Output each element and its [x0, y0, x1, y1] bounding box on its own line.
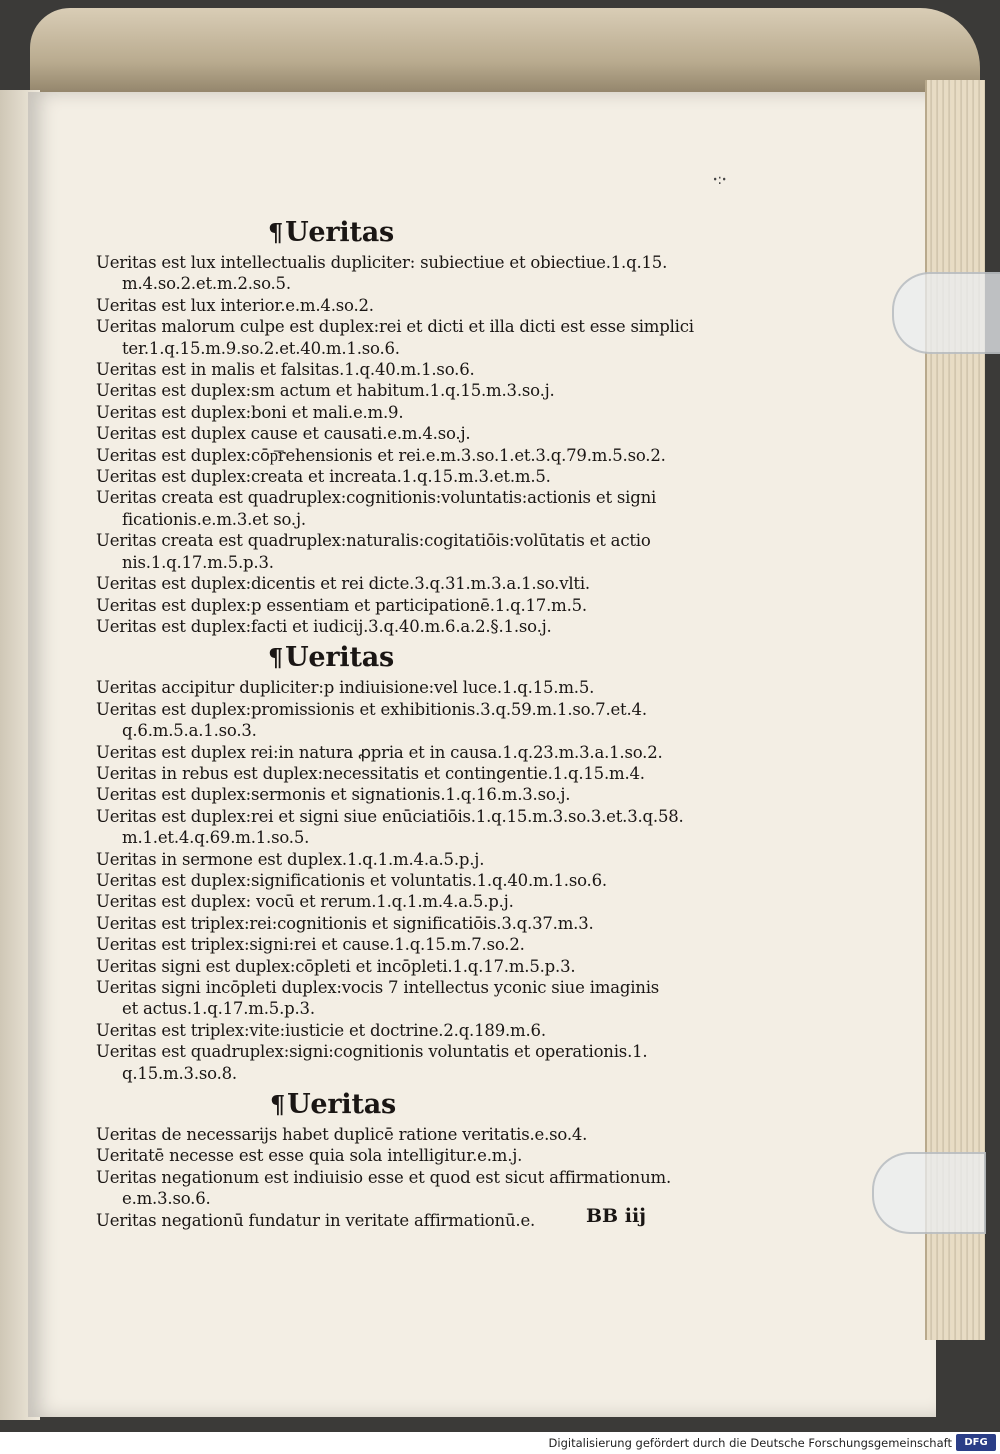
signature-mark: BB iij — [586, 1205, 647, 1227]
pilcrow-icon: ¶ — [268, 218, 284, 247]
entry-line: Ueritas creata est quadruplex:naturalis:cogitatiōis:volūtatis et actio — [96, 531, 651, 551]
entry-line: Ueritas est duplex:dicentis et rei dicte.3.q.31.m.3.a.1.so.vlti. — [96, 574, 590, 594]
entry-line: Ueritas est duplex:promissionis et exhibitionis.3.q.59.m.1.so.7.et.4. — [96, 699, 647, 719]
entry-line: Ueritas est duplex:p essentiam et participationē.1.q.17.m.5. — [96, 595, 587, 615]
entry-line: Ueritas est triplex:rei:cognitionis et significatiōis.3.q.37.m.3. — [96, 913, 594, 933]
entry-line: Ueritas est duplex:rei et signi siue enūciatiōis.1.q.15.m.3.so.3.et.3.q.58. — [96, 806, 684, 826]
entry-line: Ueritas est duplex:cōp͞rehensionis et rei.e.m.3.so.1.et.3.q.79.m.5.so.2. — [96, 445, 666, 465]
entry-line: Ueritas est duplex:creata et increata.1.q.15.m.3.et.m.5. — [96, 467, 551, 487]
page-clip-top — [892, 272, 1000, 354]
entry-line: Ueritas est duplex rei:in natura ꝓpria et in causa.1.q.23.m.3.a.1.so.2. — [96, 742, 663, 762]
entry-continuation: ter.1.q.15.m.9.so.2.et.40.m.1.so.6. — [122, 338, 400, 358]
entry-line: Ueritas est lux intellectualis dupliciter: subiectiue et obiectiue.1.q.15. — [96, 253, 668, 272]
entry-continuation: m.1.et.4.q.69.m.1.so.5. — [122, 828, 310, 848]
entry-line: Ueritas est triplex:vite:iusticie et doctrine.2.q.189.m.6. — [96, 1020, 546, 1040]
entry-line: Ueritas signi incōpleti duplex:vocis 7 intellectus yconic siue imaginis — [96, 978, 660, 997]
footer-credit: Digitalisierung gefördert durch die Deutsche Forschungsgemeinschaft — [548, 1436, 952, 1450]
section-heading-text: Ueritas — [287, 1089, 397, 1121]
entry-line: Ueritas signi est duplex:cōpleti et incōpleti.1.q.17.m.5.p.3. — [96, 956, 576, 976]
entry-line: Ueritas est duplex cause et causati.e.m.4.so.j. — [96, 424, 471, 444]
entry-line: Ueritas est triplex:signi:rei et cause.1.q.15.m.7.so.2. — [96, 935, 525, 955]
entry-line: Ueritas in sermone est duplex.1.q.1.m.4.a.5.p.j. — [96, 849, 485, 869]
section-heading — [96, 216, 736, 250]
entry-line: Ueritas malorum culpe est duplex:rei et dicti et illa dicti est esse simplici — [96, 317, 694, 337]
dfg-logo: DFG — [956, 1434, 996, 1451]
entry-line: Ueritas creata est quadruplex:cognitionis:voluntatis:actionis et signi — [96, 488, 657, 508]
footer-bar — [0, 1432, 1000, 1454]
section-heading — [96, 641, 736, 675]
section-heading — [96, 1088, 736, 1122]
entry-continuation: q.6.m.5.a.1.so.3. — [122, 721, 257, 741]
entry-line: Ueritas est in malis et falsitas.1.q.40.m.1.so.6. — [96, 360, 475, 380]
entry-line: Ueritas est lux interior.e.m.4.so.2. — [96, 295, 374, 315]
entry-continuation: nis.1.q.17.m.5.p.3. — [122, 552, 274, 572]
entry-line: Ueritas est duplex:significationis et voluntatis.1.q.40.m.1.so.6. — [96, 870, 607, 890]
section-heading-text: Ueritas — [285, 217, 395, 248]
entry-continuation: m.4.so.2.et.m.2.so.5. — [122, 274, 291, 294]
entry-continuation: ficationis.e.m.3.et so.j. — [122, 509, 306, 529]
entry-line: Ueritas est duplex: vocū et rerum.1.q.1.m.4.a.5.p.j. — [96, 892, 514, 912]
entry-continuation: q.15.m.3.so.8. — [122, 1063, 237, 1083]
entry-line: Ueritas est duplex:facti et iudicij.3.q.40.m.6.a.2.§.1.so.j. — [96, 616, 552, 636]
corner-marks: ꞏ:ꞏ — [713, 172, 727, 188]
pilcrow-icon: ¶ — [270, 1090, 286, 1120]
entry-continuation: et actus.1.q.17.m.5.p.3. — [122, 999, 315, 1019]
entry-line: Ueritas de necessarijs habet duplicē ratione veritatis.e.so.4. — [96, 1125, 588, 1145]
entry-line: Ueritas in rebus est duplex:necessitatis et contingentie.1.q.15.m.4. — [96, 763, 645, 783]
entry-line: Ueritas negationū fundatur in veritate affirmationū.e. — [96, 1210, 536, 1230]
page-clip-bottom — [872, 1152, 986, 1234]
entry-line: Ueritas est duplex:sm actum et habitum.1.q.15.m.3.so.j. — [96, 381, 555, 401]
entry-line: Ueritas negationum est indiuisio esse et quod est sicut affirmationum. — [96, 1167, 672, 1187]
entry-line: Ueritas est duplex:boni et mali.e.m.9. — [96, 402, 404, 422]
entry-line: Ueritas est quadruplex:signi:cognitionis voluntatis et operationis.1. — [96, 1042, 648, 1062]
section-heading-text: Ueritas — [285, 642, 395, 674]
pilcrow-icon: ¶ — [268, 643, 284, 673]
entry-continuation: e.m.3.so.6. — [122, 1189, 211, 1209]
entry-line: Ueritas accipitur dupliciter:p indiuisione:vel luce.1.q.15.m.5. — [96, 678, 595, 698]
entry-line: Ueritas est duplex:sermonis et signationis.1.q.16.m.3.so.j. — [96, 785, 571, 805]
book-top-edge — [30, 8, 980, 98]
page-stack-edge — [925, 80, 985, 1340]
text-block — [96, 212, 736, 1231]
entry-line: Ueritatē necesse est esse quia sola intelligitur.e.m.j. — [96, 1146, 523, 1166]
